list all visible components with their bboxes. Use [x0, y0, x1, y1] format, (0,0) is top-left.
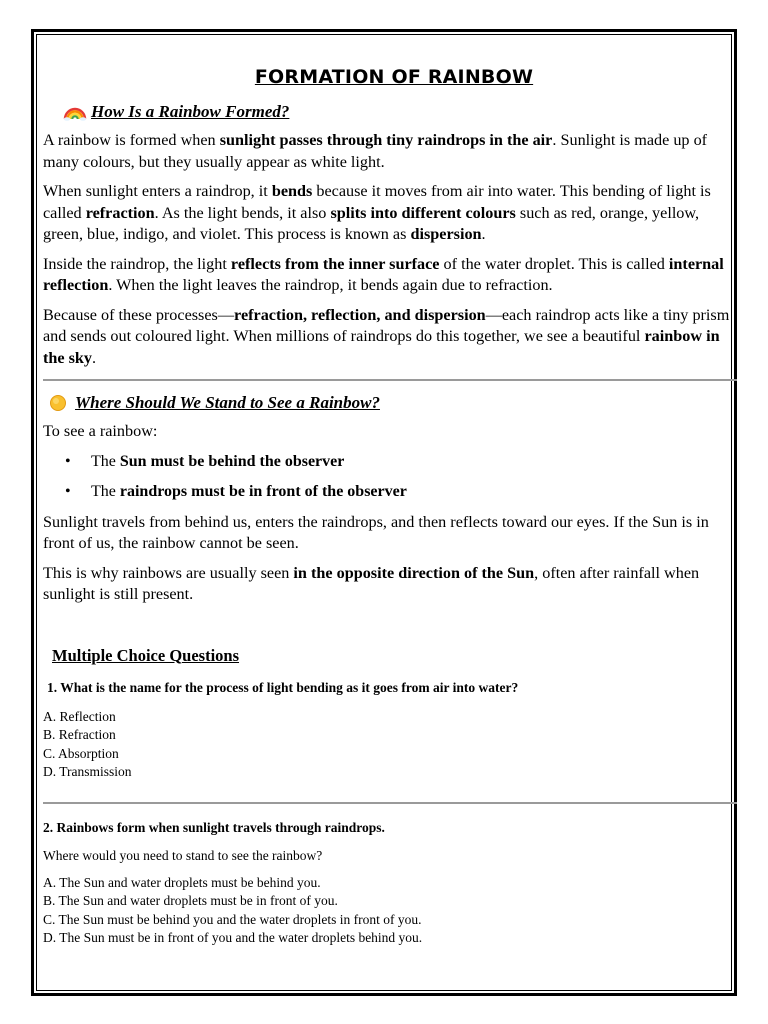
divider [43, 802, 737, 804]
paragraph: This is why rainbows are usually seen in the opposite direction of the Sun, often after rainfall when sunlight is still present. [43, 563, 700, 603]
option-c: C. The Sun must be behind you and the water droplets in front of you. [43, 911, 422, 927]
option-b: B. Refraction [43, 727, 116, 742]
option-d: D. Transmission [43, 764, 132, 779]
worksheet [43, 60, 733, 948]
paragraph: Inside the raindrop, the light reflects from the inner surface of the water droplet. This is called internal reflection. When the light leaves the raindrop, it bends again due to refraction. [43, 254, 724, 294]
option-a: A. The Sun and water droplets must be behind you. [43, 874, 321, 890]
section-heading-text: Where Should We Stand to See a Rainbow? [75, 393, 380, 412]
question-2-options [43, 874, 733, 948]
page-title: FORMATION OF RAINBOW [254, 66, 534, 88]
option-a: A. Reflection [43, 708, 116, 724]
question-1: 1. What is the name for the process of light bending as it goes from air into water? [47, 679, 519, 695]
paragraph: A rainbow is formed when sunlight passes through tiny raindrops in the air. Sunlight is made up of many colours, but they usually appear as white light. [43, 131, 708, 171]
list-item: • The Sun must be behind the observer [65, 452, 345, 470]
bullet-icon: • [65, 482, 71, 500]
paragraph: Because of these processes—refraction, reflection, and dispersion—each raindrop acts like a tiny prism and sends out coloured light. When millions of raindrops do this together, we see a beautiful rainbow in the sky. [43, 305, 730, 367]
bullet-icon: • [65, 452, 71, 470]
question-2: 2. Rainbows form when sunlight travels through raindrops. [43, 819, 385, 835]
option-b: B. The Sun and water droplets must be in front of you. [43, 893, 338, 908]
paragraph: Sunlight travels from behind us, enters the raindrops, and then reflects toward our eyes. If the Sun is in front of us, the rainbow cannot be seen. [43, 512, 709, 552]
section-heading-text: How Is a Rainbow Formed? [91, 102, 290, 121]
list-item: • The raindrops must be in front of the observer [65, 482, 407, 500]
sun-icon [47, 394, 69, 412]
section-heading-rainbow-formed [63, 102, 733, 122]
question-2-prompt: Where would you need to stand to see the rainbow? [43, 847, 323, 863]
option-d: D. The Sun must be in front of you and the water droplets behind you. [43, 930, 423, 945]
section-heading-where-stand [47, 393, 733, 413]
option-c: C. Absorption [43, 745, 119, 761]
rainbow-icon [63, 103, 85, 121]
paragraph: To see a rainbow: [43, 422, 158, 440]
mcq-heading: Multiple Choice Questions [52, 645, 240, 665]
paragraph: When sunlight enters a raindrop, it bends because it moves from air into water. This bending of light is called refraction. As the light bends, it also splits into different colours such as red, orange, yellow, green, blue, indigo, and violet. This process is known as dispersion. [43, 182, 711, 243]
question-1-options [43, 708, 733, 782]
bullet-list [43, 451, 733, 502]
divider [43, 379, 737, 381]
